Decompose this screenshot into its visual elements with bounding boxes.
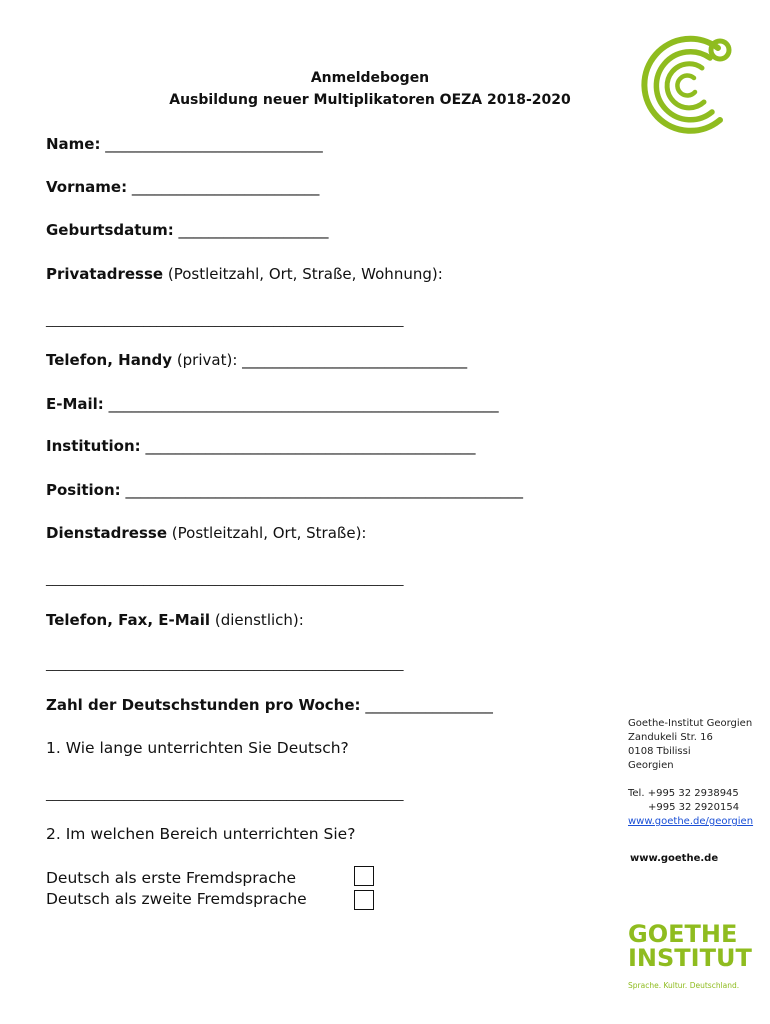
website-text: www.goethe.de <box>630 853 719 864</box>
field-privatadresse-label: Privatadresse <box>46 265 164 283</box>
field-vorname <box>46 177 319 197</box>
vorname-input-line[interactable]: _________________________ <box>131 178 320 196</box>
field-dienstkontakt-label: Telefon, Fax, E-Mail <box>46 611 211 629</box>
field-name <box>46 134 323 154</box>
field-dienstadresse <box>46 523 367 543</box>
geburtsdatum-input-line[interactable]: ____________________ <box>178 221 329 239</box>
dienstadresse-input-line[interactable]: _______________________________________________________ <box>46 572 404 587</box>
telefon-input-line[interactable]: ______________________________ <box>242 351 468 369</box>
field-email-label: E-Mail: <box>46 395 104 413</box>
address-street: Zandukeli Str. 16 <box>628 732 713 743</box>
address-city: 0108 Tbilissi <box>628 746 691 757</box>
georgien-link[interactable]: www.goethe.de/georgien <box>628 816 754 827</box>
option-zweite-fremdsprache-checkbox[interactable] <box>354 890 374 910</box>
address-country: Georgien <box>628 760 674 771</box>
field-institution <box>46 436 475 456</box>
question1-input-line[interactable]: _______________________________________________________ <box>46 787 404 802</box>
address-org: Goethe-Institut Georgien <box>628 718 753 729</box>
brand-tagline: Sprache. Kultur. Deutschland. <box>628 981 740 990</box>
field-dienstadresse-note: (Postleitzahl, Ort, Straße): <box>171 524 367 542</box>
field-name-label: Name: <box>46 135 101 153</box>
field-dienstkontakt-note: (dienstlich): <box>214 611 304 629</box>
field-stunden-label: Zahl der Deutschstunden pro Woche: <box>46 696 361 714</box>
field-telefon-label: Telefon, Handy <box>46 351 173 369</box>
stunden-input-line[interactable]: _________________ <box>365 696 493 714</box>
option-erste-fremdsprache-checkbox[interactable] <box>354 866 374 886</box>
field-position-label: Position: <box>46 481 121 499</box>
position-input-line[interactable]: _____________________________________________________ <box>125 481 523 499</box>
field-position <box>46 480 523 500</box>
form-subtitle: Ausbildung neuer Multiplikatoren OEZA 2018-2020 <box>169 92 571 108</box>
field-vorname-label: Vorname: <box>46 178 128 196</box>
question-1: 1. Wie lange unterrichten Sie Deutsch? <box>46 739 349 757</box>
field-dienstkontakt <box>46 610 304 630</box>
institution-input-line[interactable]: ____________________________________________ <box>145 437 476 455</box>
field-telefon <box>46 350 467 370</box>
field-privatadresse <box>46 264 443 284</box>
field-geburtsdatum-label: Geburtsdatum: <box>46 221 174 239</box>
brand-wordmark <box>628 922 752 970</box>
address-tel1: Tel. +995 32 2938945 <box>628 788 739 799</box>
field-institution-label: Institution: <box>46 437 141 455</box>
option-erste-fremdsprache-label: Deutsch als erste Fremdsprache <box>46 869 297 887</box>
brand-line-1: GOETHE <box>628 920 738 948</box>
dienstkontakt-input-line[interactable]: _______________________________________________________ <box>46 657 404 672</box>
name-input-line[interactable]: _____________________________ <box>105 135 323 153</box>
address-link-wrapper <box>628 815 753 829</box>
field-geburtsdatum <box>46 220 329 240</box>
privatadresse-input-line[interactable]: _______________________________________________________ <box>46 313 404 328</box>
field-stunden <box>46 695 493 715</box>
option-zweite-fremdsprache-label: Deutsch als zweite Fremdsprache <box>46 890 307 908</box>
question-2: 2. Im welchen Bereich unterrichten Sie? <box>46 825 356 843</box>
field-telefon-note: (privat): <box>176 351 238 369</box>
form-title: Anmeldebogen <box>310 70 430 86</box>
brand-line-2: INSTITUT <box>628 944 752 972</box>
goethe-spiral-logo-icon <box>628 34 736 134</box>
field-dienstadresse-label: Dienstadresse <box>46 524 168 542</box>
field-email <box>46 394 499 414</box>
address-tel2: +995 32 2920154 <box>648 802 740 813</box>
field-privatadresse-note: (Postleitzahl, Ort, Straße, Wohnung): <box>167 265 443 283</box>
email-input-line[interactable]: ____________________________________________________ <box>108 395 499 413</box>
